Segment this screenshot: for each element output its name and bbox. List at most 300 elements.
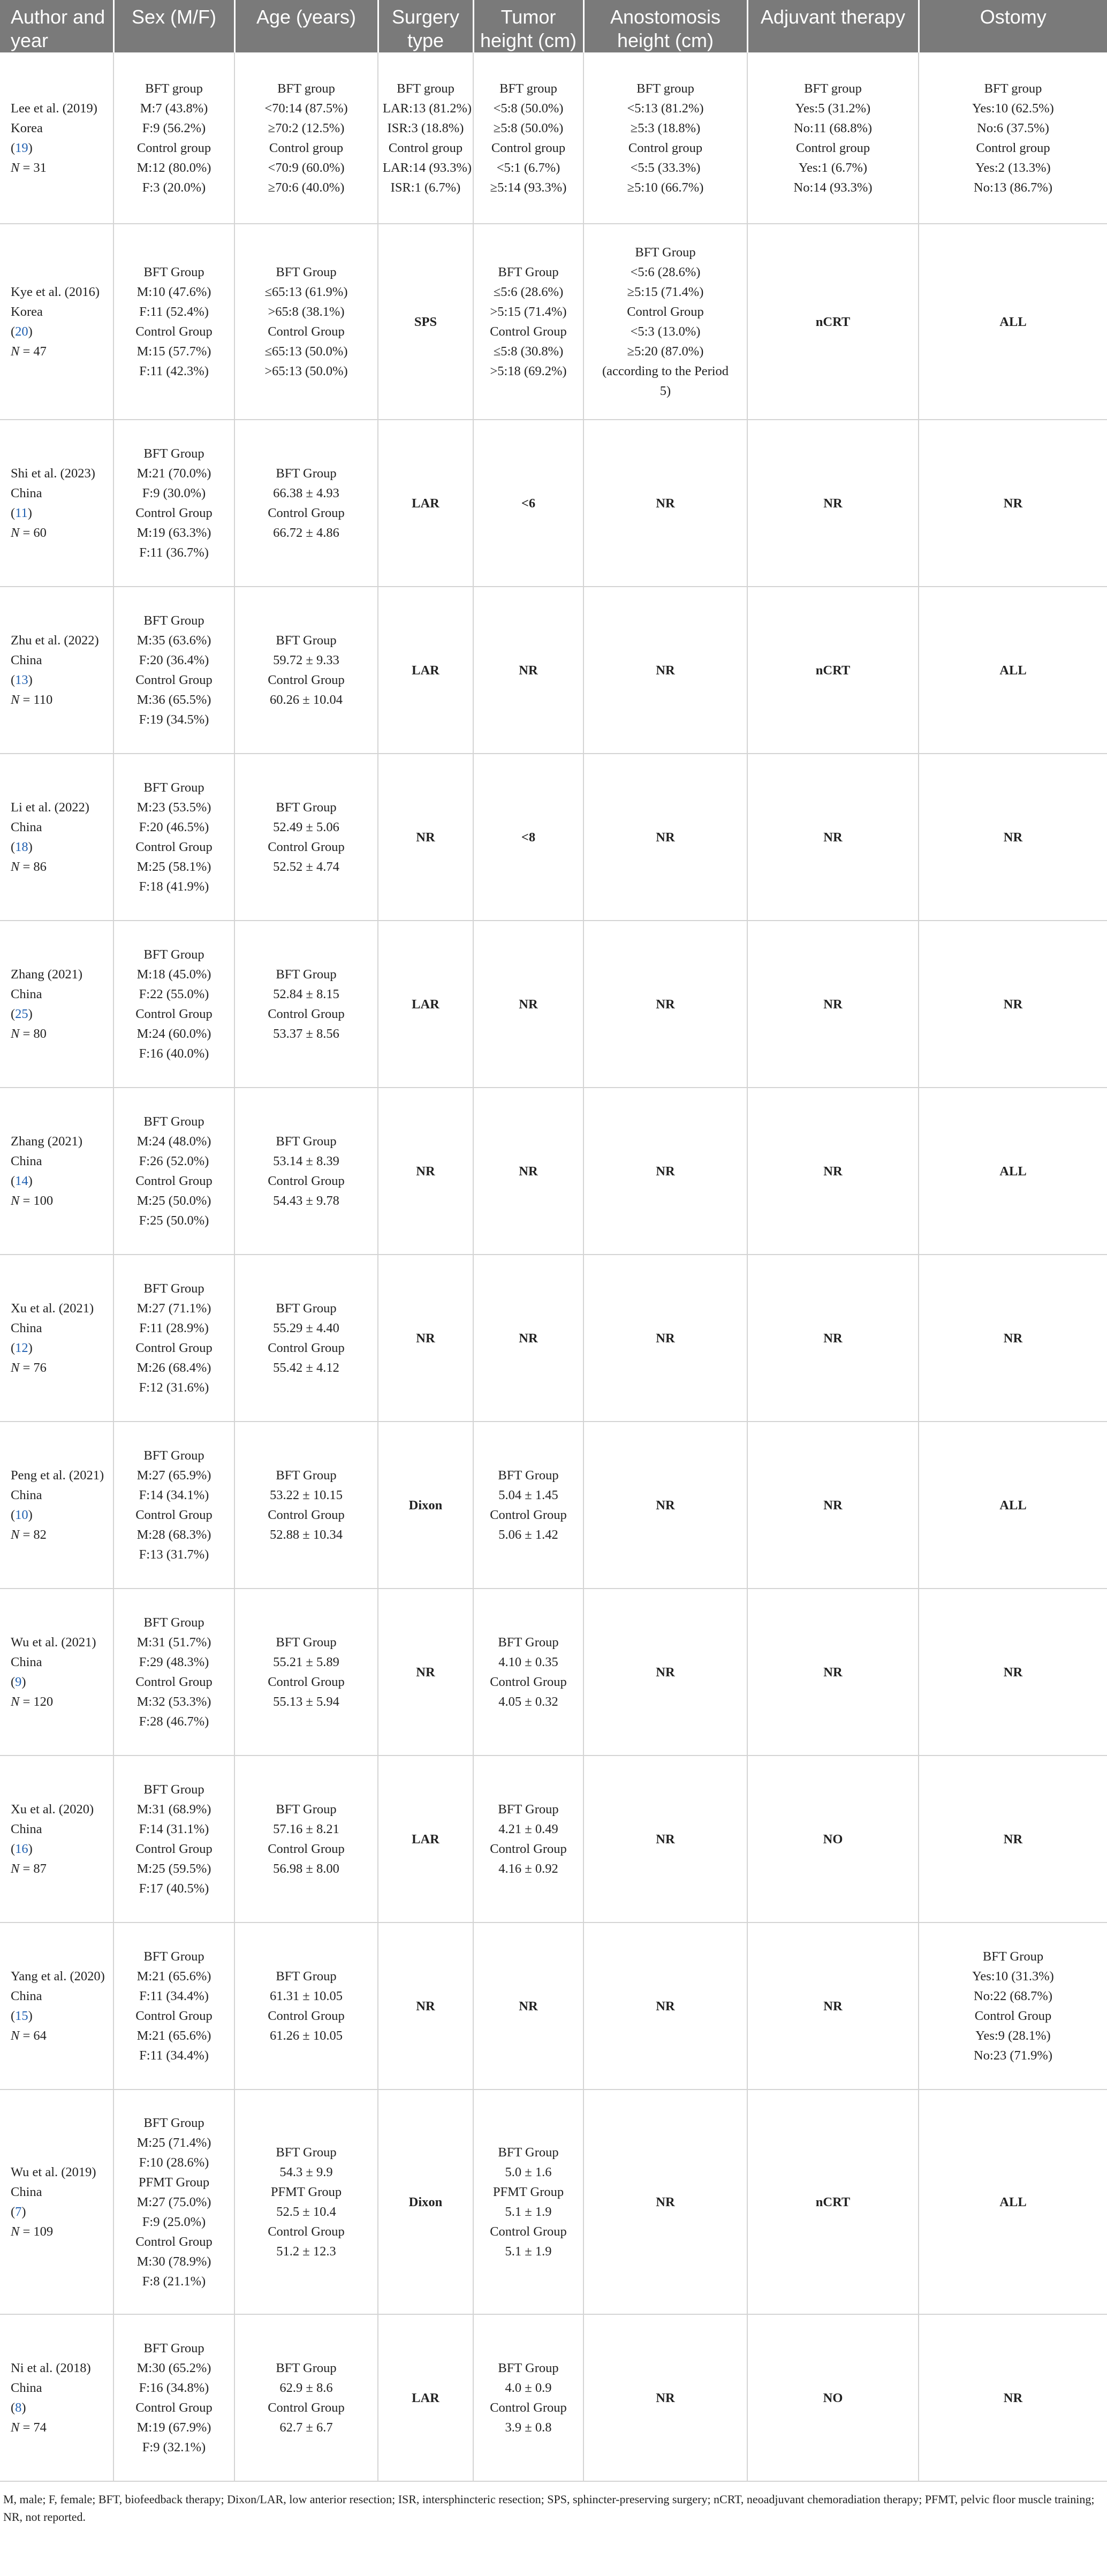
cell-line: F:9 (32.1%) <box>142 2440 206 2455</box>
cell-surgery <box>378 1589 473 1756</box>
cell-line: No:23 (71.9%) <box>974 2048 1052 2063</box>
cell-tumor <box>473 1255 583 1422</box>
cell-line: NR <box>1003 997 1023 1012</box>
cell-line: ≥70:6 (40.0%) <box>268 180 345 195</box>
cell-line: M:21 (65.6%) <box>137 2028 211 2043</box>
cell-surgery <box>378 420 473 587</box>
cell-ostomy <box>919 1255 1107 1422</box>
author-name: Zhu et al. (2022) China <box>11 633 99 667</box>
cell-line: NR <box>1003 2390 1023 2405</box>
sample-size-value: 82 <box>33 1528 47 1542</box>
cell-line: No:22 (68.7%) <box>974 1989 1052 2003</box>
cell-line: BFT Group <box>276 2145 337 2160</box>
cell-line: M:10 (47.6%) <box>137 285 211 299</box>
cell-line: NR <box>1003 1665 1023 1680</box>
cell-line: NR <box>823 496 843 511</box>
cell-line: Control Group <box>135 506 213 520</box>
table-header <box>0 0 1107 52</box>
reference-link[interactable]: 10 <box>15 1508 28 1522</box>
reference-line: (20) <box>11 324 33 339</box>
cell-line: ISR:3 (18.8%) <box>387 120 464 135</box>
cell-line: 3.9 ± 0.8 <box>505 2420 552 2435</box>
cell-adjuvant <box>747 754 919 921</box>
cell-line: M:31 (51.7%) <box>137 1635 211 1650</box>
cell-line: BFT Group <box>276 967 337 982</box>
cell-line: F:12 (31.6%) <box>139 1380 209 1395</box>
reference-link[interactable]: 13 <box>15 673 28 687</box>
n-symbol: N <box>11 1528 20 1542</box>
cell-line: BFT Group <box>143 446 204 461</box>
cell-line: Control Group <box>268 673 345 687</box>
sample-size: N = 64 <box>11 2028 47 2043</box>
cell-author <box>0 52 113 224</box>
cell-line: 51.2 ± 12.3 <box>276 2244 336 2259</box>
reference-line: (16) <box>11 1842 33 1856</box>
cell-line: Control Group <box>490 1842 567 1856</box>
cell-surgery <box>378 754 473 921</box>
cell-line: Yes:2 (13.3%) <box>975 160 1051 175</box>
cell-anast <box>583 1589 747 1756</box>
table-row <box>0 2089 1107 2314</box>
n-symbol: N <box>11 160 20 175</box>
cell-line: Control Group <box>490 2224 567 2239</box>
cell-line: Control Group <box>268 1508 345 1522</box>
cell-age <box>234 1756 378 1922</box>
cell-line: <5:3 (13.0%) <box>630 324 701 339</box>
author-name: Lee et al. (2019) Korea <box>11 101 97 135</box>
cell-line: NR <box>656 1999 675 2013</box>
cell-line: F:19 (34.5%) <box>139 712 209 727</box>
cell-line: 54.3 ± 9.9 <box>279 2165 333 2179</box>
n-symbol: N <box>11 1861 20 1876</box>
cell-line: F:11 (36.7%) <box>139 545 209 560</box>
sample-size: N = 80 <box>11 1027 47 1041</box>
cell-surgery <box>378 1922 473 2089</box>
cell-line: ≤65:13 (61.9%) <box>264 285 348 299</box>
cell-line: >65:8 (38.1%) <box>268 305 345 319</box>
cell-line: BFT Group <box>276 265 337 279</box>
cell-sex <box>113 1422 234 1589</box>
cell-age <box>234 420 378 587</box>
cell-adjuvant <box>747 1589 919 1756</box>
sample-size-value: 47 <box>33 344 47 359</box>
sample-size: N = 31 <box>11 160 47 175</box>
cell-line: M:35 (63.6%) <box>137 633 211 648</box>
cell-line: Yes:9 (28.1%) <box>975 2028 1051 2043</box>
cell-line: NR <box>656 1832 675 1846</box>
cell-anast <box>583 921 747 1088</box>
header-age: Age (years) <box>234 0 378 52</box>
cell-author <box>0 1922 113 2089</box>
table-row <box>0 1922 1107 2089</box>
reference-line: (14) <box>11 1174 33 1188</box>
reference-link[interactable]: 8 <box>15 2400 22 2415</box>
cell-line: F:9 (56.2%) <box>142 120 206 135</box>
cell-line: NR <box>656 1331 675 1346</box>
cell-line: 4.0 ± 0.9 <box>505 2381 552 2395</box>
cell-tumor <box>473 1756 583 1922</box>
cell-line: ≥5:14 (93.3%) <box>490 180 567 195</box>
cell-line: (according to the Period <box>602 364 729 378</box>
cell-line: Control Group <box>490 2400 567 2415</box>
cell-line: Control group <box>491 140 566 155</box>
cell-line: 52.84 ± 8.15 <box>273 987 339 1001</box>
reference-line: (18) <box>11 840 33 854</box>
cell-line: <70:9 (60.0%) <box>268 160 345 175</box>
cell-line: NR <box>823 830 843 845</box>
cell-line: Control Group <box>135 1675 213 1689</box>
cell-line: BFT Group <box>276 1301 337 1316</box>
cell-line: Dixon <box>408 1498 443 1513</box>
cell-sex <box>113 2314 234 2481</box>
sample-size-value: 109 <box>33 2224 54 2239</box>
sample-size: N = 109 <box>11 2224 54 2239</box>
cell-line: PFMT Group <box>138 2175 210 2190</box>
cell-author <box>0 1756 113 1922</box>
cell-line: ≥5:15 (71.4%) <box>627 285 704 299</box>
cell-line: Control Group <box>135 1341 213 1355</box>
reference-link[interactable]: 14 <box>15 1174 28 1188</box>
cell-line: ≥5:10 (66.7%) <box>627 180 704 195</box>
cell-line: Control Group <box>135 2234 213 2249</box>
cell-adjuvant <box>747 2089 919 2314</box>
cell-line: M:21 (65.6%) <box>137 1969 211 1984</box>
sample-size-value: 64 <box>33 2028 47 2043</box>
table-row <box>0 1088 1107 1255</box>
cell-author <box>0 2089 113 2314</box>
reference-line: (7) <box>11 2205 26 2219</box>
reference-line: (10) <box>11 1508 33 1522</box>
cell-line: No:14 (93.3%) <box>793 180 873 195</box>
cell-line: Control Group <box>490 324 567 339</box>
cell-line: NR <box>519 1164 538 1179</box>
cell-sex <box>113 2089 234 2314</box>
reference-link[interactable]: 16 <box>15 1842 28 1856</box>
sample-size: N = 76 <box>11 1361 47 1375</box>
cell-line: M:30 (65.2%) <box>137 2361 211 2375</box>
cell-line: BFT Group <box>498 2145 559 2160</box>
header-tumor-height: Tumor height (cm) <box>473 0 583 52</box>
cell-line: NR <box>416 1665 435 1680</box>
cell-anast <box>583 1922 747 2089</box>
cell-line: NR <box>656 663 675 678</box>
cell-line: LAR <box>412 1832 439 1846</box>
cell-line: 5.1 ± 1.9 <box>505 2244 552 2259</box>
cell-line: Control Group <box>268 1007 345 1021</box>
cell-ostomy <box>919 754 1107 921</box>
cell-line: BFT Group <box>143 780 204 795</box>
cell-line: LAR:13 (81.2%) <box>383 101 472 116</box>
cell-line: LAR <box>412 663 439 678</box>
cell-anast <box>583 1088 747 1255</box>
cell-line: Control Group <box>268 324 345 339</box>
cell-line: Control Group <box>135 840 213 854</box>
reference-link[interactable]: 15 <box>15 2009 28 2023</box>
cell-sex <box>113 1088 234 1255</box>
table-row <box>0 2314 1107 2481</box>
cell-ostomy <box>919 587 1107 754</box>
cell-line: F:8 (21.1%) <box>142 2274 206 2289</box>
cell-line: NO <box>823 1832 843 1846</box>
cell-sex <box>113 754 234 921</box>
cell-sex <box>113 587 234 754</box>
cell-line: M:28 (68.3%) <box>137 1528 211 1542</box>
sample-size: N = 110 <box>11 693 53 707</box>
cell-line: M:15 (57.7%) <box>137 344 211 359</box>
table-row <box>0 1255 1107 1422</box>
cell-adjuvant <box>747 1922 919 2089</box>
cell-line: Control Group <box>135 2009 213 2023</box>
cell-line: Yes:5 (31.2%) <box>795 101 871 116</box>
cell-line: 56.98 ± 8.00 <box>273 1861 339 1876</box>
cell-author <box>0 1422 113 1589</box>
cell-line: BFT Group <box>276 466 337 481</box>
cell-sex <box>113 420 234 587</box>
cell-age <box>234 2314 378 2481</box>
cell-line: Control group <box>795 140 870 155</box>
cell-line: Control group <box>388 140 463 155</box>
table-row <box>0 1589 1107 1756</box>
cell-line: Control Group <box>268 1174 345 1188</box>
cell-line: 4.10 ± 0.35 <box>498 1655 558 1669</box>
reference-line: (15) <box>11 2009 33 2023</box>
cell-line: 52.49 ± 5.06 <box>273 820 339 834</box>
sample-size: N = 74 <box>11 2420 47 2435</box>
cell-age <box>234 754 378 921</box>
cell-line: NR <box>416 1331 435 1346</box>
n-symbol: N <box>11 693 20 707</box>
cell-line: BFT group <box>499 81 557 96</box>
cell-line: Control Group <box>135 673 213 687</box>
cell-line: F:11 (34.4%) <box>139 2048 209 2063</box>
reference-link[interactable]: 20 <box>15 324 28 339</box>
cell-line: BFT Group <box>143 265 204 279</box>
cell-line: Control Group <box>135 1508 213 1522</box>
cell-line: M:27 (71.1%) <box>137 1301 211 1316</box>
cell-line: 5.04 ± 1.45 <box>498 1488 558 1502</box>
cell-line: F:29 (48.3%) <box>139 1655 209 1669</box>
cell-line: F:11 (52.4%) <box>139 305 209 319</box>
sample-size-value: 31 <box>33 160 47 175</box>
reference-link[interactable]: 7 <box>15 2205 22 2219</box>
cell-line: NR <box>656 1164 675 1179</box>
cell-line: SPS <box>414 314 437 329</box>
reference-link[interactable]: 9 <box>15 1675 22 1689</box>
reference-link[interactable]: 18 <box>15 840 28 854</box>
cell-line: 66.72 ± 4.86 <box>273 526 339 540</box>
cell-line: NR <box>823 1498 843 1513</box>
sample-size: N = 60 <box>11 526 47 540</box>
cell-line: F:26 (52.0%) <box>139 1154 209 1168</box>
cell-line: NR <box>823 1164 843 1179</box>
cell-line: BFT Group <box>143 947 204 962</box>
cell-line: 55.29 ± 4.40 <box>273 1321 339 1335</box>
cell-line: Control Group <box>135 1174 213 1188</box>
cell-line: M:25 (59.5%) <box>137 1861 211 1876</box>
cell-line: No:6 (37.5%) <box>977 120 1049 135</box>
reference-link[interactable]: 25 <box>15 1007 28 1021</box>
cell-ostomy <box>919 420 1107 587</box>
cell-line: M:24 (60.0%) <box>137 1027 211 1041</box>
n-symbol: N <box>11 2028 20 2043</box>
cell-anast <box>583 1422 747 1589</box>
cell-line: M:12 (80.0%) <box>137 160 211 175</box>
header-anastomosis-height: Anostomosis height (cm) <box>583 0 747 52</box>
cell-line: 52.88 ± 10.34 <box>270 1528 343 1542</box>
cell-adjuvant <box>747 1255 919 1422</box>
cell-line: 59.72 ± 9.33 <box>273 653 339 667</box>
cell-line: <5:13 (81.2%) <box>627 101 704 116</box>
sample-size-value: 86 <box>33 860 47 874</box>
reference-line: (25) <box>11 1007 33 1021</box>
cell-line: <8 <box>521 830 536 845</box>
cell-line: LAR:14 (93.3%) <box>383 160 472 175</box>
cell-line: NR <box>1003 830 1023 845</box>
cell-line: 57.16 ± 8.21 <box>273 1822 339 1836</box>
cell-ostomy <box>919 224 1107 420</box>
cell-line: BFT Group <box>498 1802 559 1817</box>
cell-line: F:28 (46.7%) <box>139 1714 209 1729</box>
cell-line: NR <box>519 663 538 678</box>
cell-line: ≤65:13 (50.0%) <box>264 344 348 359</box>
author-name: Zhang (2021) China <box>11 1134 83 1168</box>
table-row <box>0 921 1107 1088</box>
cell-line: 60.26 ± 10.04 <box>270 693 343 707</box>
cell-line: F:10 (28.6%) <box>139 2155 209 2170</box>
cell-author <box>0 1589 113 1756</box>
cell-line: NR <box>1003 1832 1023 1846</box>
n-symbol: N <box>11 2224 20 2239</box>
cell-author <box>0 2314 113 2481</box>
reference-link[interactable]: 19 <box>15 140 28 155</box>
cell-tumor <box>473 2314 583 2481</box>
cell-line: BFT Group <box>276 1969 337 1984</box>
cell-line: LAR <box>412 997 439 1012</box>
cell-line: NR <box>519 1999 538 2013</box>
cell-line: Yes:1 (6.7%) <box>798 160 868 175</box>
sample-size: N = 100 <box>11 1194 54 1208</box>
n-symbol: N <box>11 2420 20 2435</box>
cell-ostomy <box>919 1589 1107 1756</box>
cell-anast <box>583 1756 747 1922</box>
cell-tumor <box>473 1589 583 1756</box>
cell-anast <box>583 2314 747 2481</box>
sample-size-value: 76 <box>33 1361 47 1375</box>
cell-line: 4.21 ± 0.49 <box>498 1822 558 1836</box>
reference-link[interactable]: 12 <box>15 1341 28 1355</box>
cell-line: BFT Group <box>276 1134 337 1149</box>
cell-line: NR <box>519 997 538 1012</box>
cell-line: M:23 (53.5%) <box>137 800 211 815</box>
cell-line: F:16 (34.8%) <box>139 2381 209 2395</box>
cell-line: NR <box>823 997 843 1012</box>
author-name: Ni et al. (2018) China <box>11 2361 91 2395</box>
cell-line: 53.37 ± 8.56 <box>273 1027 339 1041</box>
cell-age <box>234 921 378 1088</box>
cell-line: F:3 (20.0%) <box>142 180 206 195</box>
cell-surgery <box>378 1255 473 1422</box>
cell-line: NR <box>656 1665 675 1680</box>
table-row <box>0 587 1107 754</box>
cell-line: Control Group <box>135 2400 213 2415</box>
cell-line: F:9 (30.0%) <box>142 486 206 500</box>
cell-line: BFT Group <box>498 2361 559 2375</box>
reference-link[interactable]: 11 <box>15 506 28 520</box>
cell-line: LAR <box>412 2390 439 2405</box>
cell-line: NR <box>416 1999 435 2013</box>
cell-line: M:21 (70.0%) <box>137 466 211 481</box>
cell-line: No:11 (68.8%) <box>793 120 873 135</box>
cell-line: <5:5 (33.3%) <box>630 160 701 175</box>
cell-line: BFT Group <box>143 2115 204 2130</box>
cell-line: Control Group <box>268 506 345 520</box>
cell-surgery <box>378 587 473 754</box>
cell-line: F:13 (31.7%) <box>139 1547 209 1562</box>
cell-line: 55.42 ± 4.12 <box>273 1361 339 1375</box>
cell-line: 53.22 ± 10.15 <box>270 1488 343 1502</box>
sample-size-value: 120 <box>33 1694 54 1709</box>
cell-line: M:30 (78.9%) <box>137 2254 211 2269</box>
cell-line: ≥70:2 (12.5%) <box>268 120 345 135</box>
cell-line: NO <box>823 2390 843 2405</box>
cell-line: nCRT <box>815 2194 851 2209</box>
cell-line: F:9 (25.0%) <box>142 2214 206 2229</box>
cell-ostomy <box>919 1422 1107 1589</box>
cell-line: F:17 (40.5%) <box>139 1881 209 1896</box>
n-symbol: N <box>11 526 20 540</box>
cell-adjuvant <box>747 1088 919 1255</box>
cell-line: >5:15 (71.4%) <box>490 305 567 319</box>
cell-line: F:25 (50.0%) <box>139 1213 209 1228</box>
cell-line: M:27 (65.9%) <box>137 1468 211 1483</box>
cell-line: BFT Group <box>143 1281 204 1296</box>
cell-line: ≤5:6 (28.6%) <box>493 285 564 299</box>
cell-line: 5) <box>659 384 671 398</box>
table-row <box>0 1756 1107 1922</box>
cell-age <box>234 1422 378 1589</box>
cell-age <box>234 1255 378 1422</box>
cell-line: NR <box>656 2390 675 2405</box>
n-symbol: N <box>11 1694 20 1709</box>
cell-line: 62.9 ± 8.6 <box>279 2381 333 2395</box>
cell-line: 52.52 ± 4.74 <box>273 860 339 874</box>
cell-author <box>0 754 113 921</box>
cell-ostomy <box>919 2089 1107 2314</box>
cell-tumor <box>473 420 583 587</box>
n-symbol: N <box>11 344 20 359</box>
cell-line: Control Group <box>490 1508 567 1522</box>
cell-line: F:11 (28.9%) <box>139 1321 209 1335</box>
cell-tumor <box>473 1922 583 2089</box>
sample-size: N = 120 <box>11 1694 54 1709</box>
cell-tumor <box>473 921 583 1088</box>
cell-line: F:14 (34.1%) <box>139 1488 209 1502</box>
cell-line: 55.21 ± 5.89 <box>273 1655 339 1669</box>
cell-line: Control Group <box>268 840 345 854</box>
cell-sex <box>113 1589 234 1756</box>
cell-line: PFMT Group <box>270 2185 342 2199</box>
cell-line: Control Group <box>135 1007 213 1021</box>
cell-line: BFT Group <box>498 265 559 279</box>
cell-line: ISR:1 (6.7%) <box>390 180 461 195</box>
cell-line: BFT group <box>984 81 1042 96</box>
cell-tumor <box>473 587 583 754</box>
n-symbol: N <box>11 860 20 874</box>
cell-line: M:36 (65.5%) <box>137 693 211 707</box>
author-name: Li et al. (2022) China <box>11 800 89 834</box>
cell-ostomy <box>919 1088 1107 1255</box>
cell-line: Control Group <box>268 2400 345 2415</box>
